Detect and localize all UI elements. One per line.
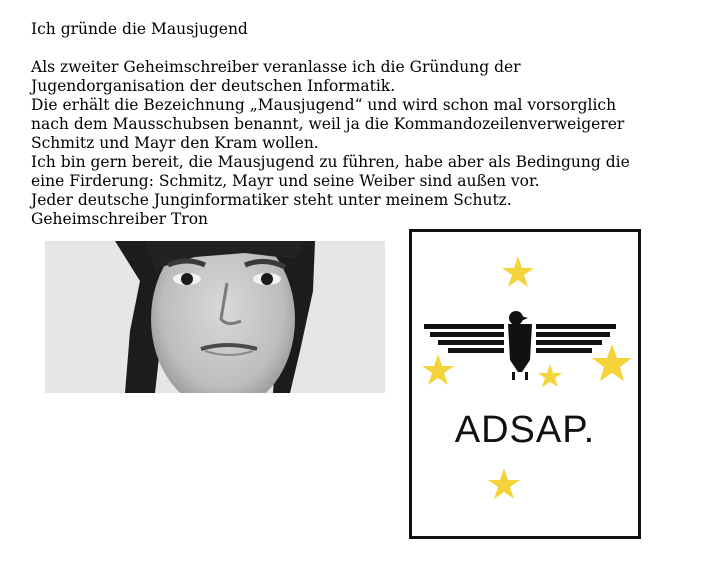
document-title: Ich gründe die Mausjugend (31, 20, 248, 38)
adsap-logo (409, 229, 641, 539)
body-line: Ich bin gern bereit, die Mausjugend zu führen, habe aber als Bedingung die (31, 153, 630, 171)
star-icon (502, 256, 534, 287)
star-icon (592, 344, 632, 381)
signature-line: Geheimschreiber Tron (31, 210, 209, 228)
document-body (31, 58, 711, 229)
star-icon (538, 364, 562, 387)
star-icon (488, 468, 520, 499)
body-line: Als zweiter Geheimschreiber veranlasse ich die Gründung der (31, 58, 521, 76)
logo-graphics (412, 232, 638, 536)
body-line: Jeder deutsche Junginformatiker steht unter meinem Schutz. (31, 191, 512, 209)
portrait-illustration (45, 241, 385, 393)
star-icon (422, 354, 454, 385)
body-line: eine Firderung: Schmitz, Mayr und seine Weiber sind außen vor. (31, 172, 540, 190)
body-line: nach dem Mausschubsen benannt, weil ja die Kommandozeilenverweigerer (31, 115, 625, 133)
eagle-icon (424, 311, 616, 380)
logo-text: ADSAP. (454, 409, 596, 451)
portrait-photo (45, 241, 385, 393)
body-line: Schmitz und Mayr den Kram wollen. (31, 134, 319, 152)
body-line: Die erhält die Bezeichnung „Mausjugend“ und wird schon mal vorsorglich (31, 96, 617, 114)
body-line: Jugendorganisation der deutschen Informatik. (31, 77, 396, 95)
